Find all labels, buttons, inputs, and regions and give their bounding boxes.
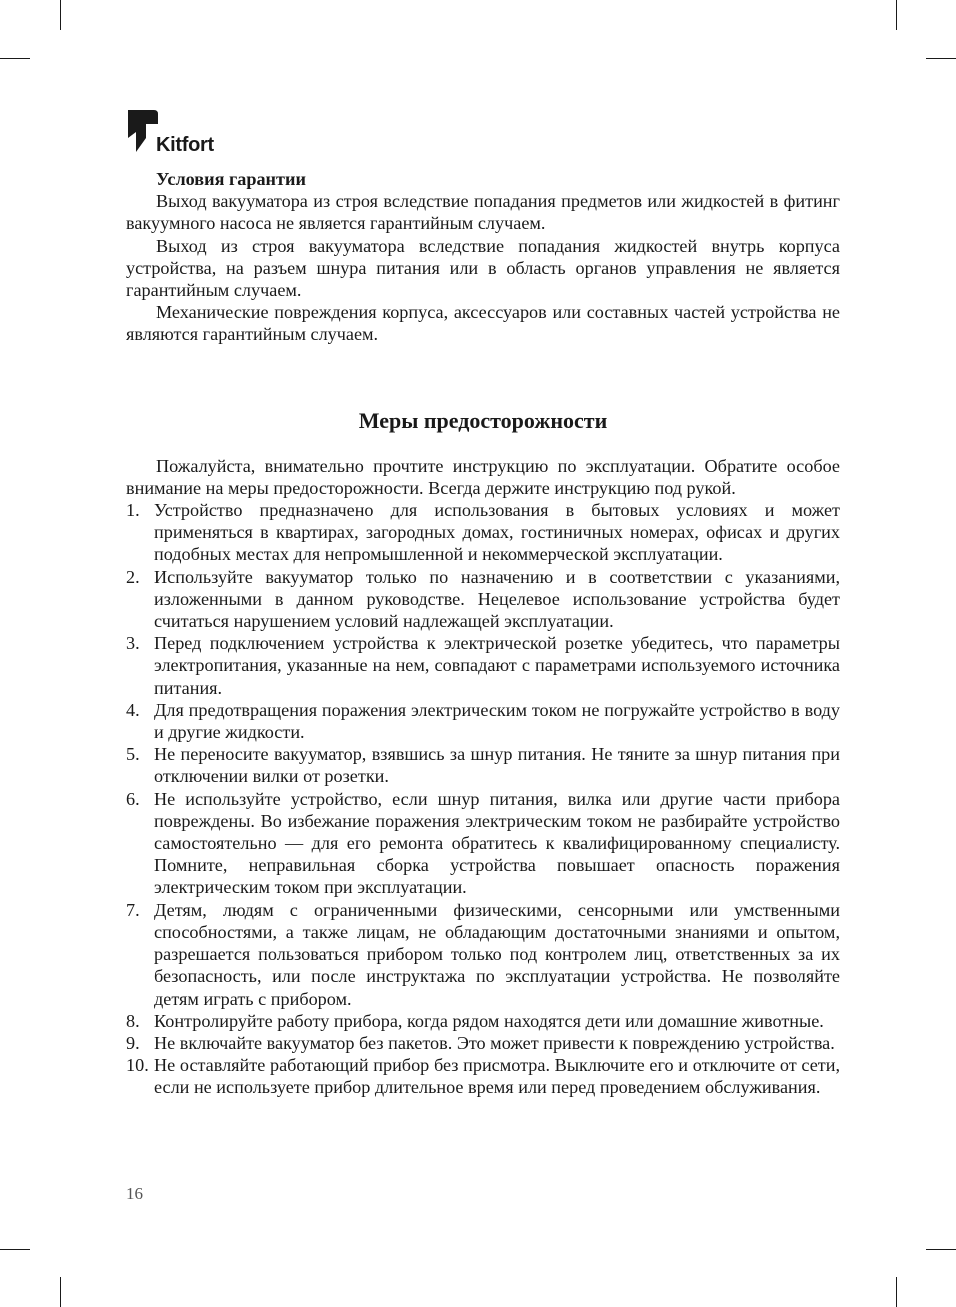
brand-name: Kitfort: [156, 134, 214, 156]
item-number: 10.: [126, 1055, 149, 1076]
item-text: Не переносите вакууматор, взявшись за шнур питания. Не тяните за шнур питания при отключении вилки от розетки.: [154, 744, 840, 787]
kitfort-logo-icon: [126, 108, 160, 156]
item-text: Не оставляйте работающий прибор без присмотра. Выключите его и отключите от сети, если не используете прибор длительное время или перед проведением обслуживания.: [154, 1055, 840, 1098]
item-text: Не используйте устройство, если шнур питания, вилка или другие части прибора повреждены. Во избежание поражения электрическим током не разбирайте устройство самостоятельно — для его ремонта обратитесь к квалифицированному специалисту. Помните, неправильная сборка устройства повышает опасность поражения электрическим током при эксплуатации.: [154, 788, 840, 898]
item-text: Для предотвращения поражения электрическим током не погружайте устройство в воду и другие жидкости.: [154, 699, 840, 743]
safety-intro: Пожалуйста, внимательно прочтите инструкцию по эксплуатации. Обратите особое внимание на меры предосторожности. Всегда держите инструкцию под рукой.: [126, 455, 840, 498]
warranty-heading: Условия гарантии: [156, 169, 306, 189]
item-number: 1.: [126, 500, 140, 521]
list-item: [126, 632, 840, 699]
item-number: 8.: [126, 1010, 140, 1031]
item-text: Не включайте вакууматор без пакетов. Это может привести к повреждению устройства.: [154, 1032, 835, 1053]
page-content: [126, 168, 840, 1099]
list-item: [126, 788, 840, 899]
item-number: 2.: [126, 566, 140, 587]
crop-mark-right-top: [926, 58, 956, 59]
list-item: [126, 499, 840, 566]
crop-mark-top-right: [896, 0, 897, 30]
crop-mark-left-top: [0, 58, 30, 59]
crop-mark-bottom-left: [60, 1277, 61, 1307]
item-text: Контролируйте работу прибора, когда рядом находятся дети или домашние животные.: [154, 1010, 824, 1031]
item-text: Устройство предназначено для использования в бытовых условиях и может применяться в квартирах, загородных домах, гостиничных номерах, офисах и других подобных местах для непромышленной и некоммерческой эксплуатации.: [154, 500, 840, 565]
item-number: 3.: [126, 633, 140, 654]
item-text: Детям, людям с ограниченными физическими, сенсорными или умственными способностями, а также лицам, не обладающим достаточными знаниями и опытом, разрешается пользоваться прибором только под контролем лиц, ответственных за их безопасность, или после инструктажа по эксплуатации устройства. Не позволяйте детям играть с прибором.: [154, 899, 840, 1009]
list-item: [126, 743, 840, 787]
item-number: 4.: [126, 699, 140, 720]
warranty-paragraph: Выход вакууматора из строя вследствие попадания предметов или жидкостей в фитинг вакуумного насоса не является гарантийным случаем.: [126, 191, 840, 234]
safety-list: [126, 499, 840, 1098]
warranty-paragraph: Выход из строя вакууматора вследствие попадания жидкостей внутрь корпуса устройства, на разъем шнура питания или в область органов управления не является гарантийным случаем.: [126, 235, 840, 301]
section-title: Меры предосторожности: [358, 407, 608, 433]
item-text: Используйте вакууматор только по назначению и в соответствии с указаниями, изложенными в данном руководстве. Нецелевое использование устройства будет считаться нарушением условий надлежащей эксплуатации.: [154, 566, 840, 632]
item-number: 6.: [126, 788, 140, 809]
list-item: [126, 1010, 840, 1032]
list-item: [126, 699, 840, 743]
warranty-paragraph: Механические повреждения корпуса, аксессуаров или составных частей устройства не являются гарантийным случаем.: [126, 302, 840, 345]
brand-logo: [126, 108, 256, 156]
item-text: Перед подключением устройства к электрической розетке убедитесь, что параметры электропитания, указанные на нем, совпадают с параметрами используемого источника питания.: [154, 633, 840, 698]
crop-mark-right-bottom: [926, 1249, 956, 1250]
list-item: [126, 566, 840, 633]
list-item: [126, 899, 840, 1010]
list-item: [126, 1054, 840, 1098]
item-number: 9.: [126, 1032, 140, 1053]
item-number: 5.: [126, 744, 140, 765]
page-number: 16: [126, 1184, 143, 1203]
crop-mark-left-bottom: [0, 1249, 30, 1250]
list-item: [126, 1032, 840, 1054]
crop-mark-top-left: [60, 0, 61, 30]
crop-mark-bottom-right: [896, 1277, 897, 1307]
item-number: 7.: [126, 899, 140, 920]
